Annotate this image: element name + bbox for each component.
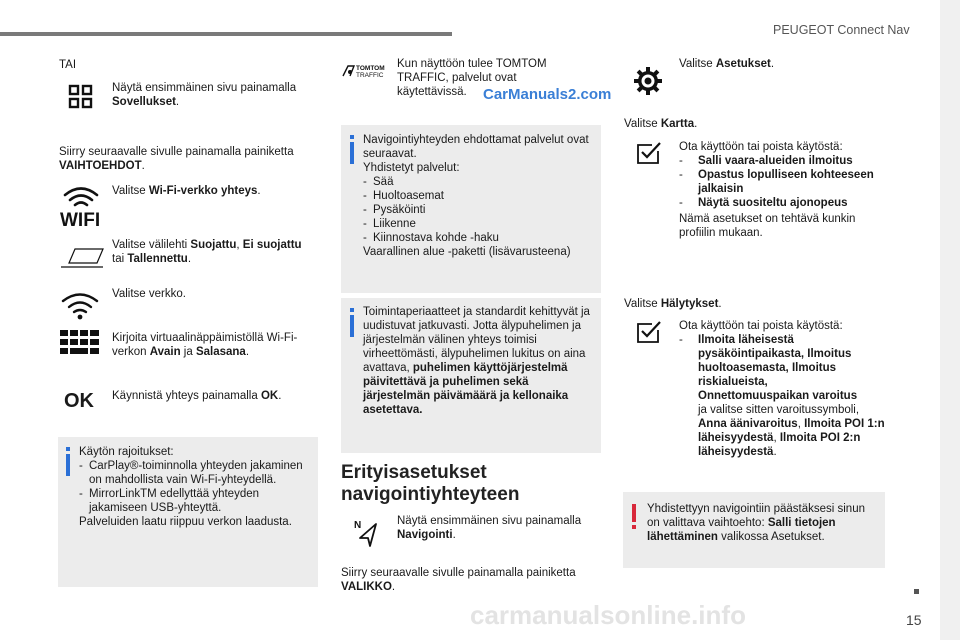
svg-text:TOMTOM: TOMTOM — [356, 65, 385, 72]
step-apps: Näytä ensimmäinen sivu painamalla Sovellukset. — [112, 82, 297, 108]
step-map: Valitse Kartta. — [624, 118, 698, 130]
info-box-limitations — [58, 437, 318, 587]
alert-options: Ota käyttöön tai poista käytöstä: - Ilmoita läheisestä pysäköintipaikasta, Ilmoitus huoltoasemasta, Ilmoitus riskialueista, Onnettomuuspaikan varoitus ja valitse sitten varoitussymboli, Anna äänivaroitus, Ilmoita POI 1:n läheisyydestä, Ilmoita POI 2:n läheisyydestä. — [679, 320, 885, 458]
tomtom-traffic-logo — [341, 62, 389, 80]
list-item: - Liikenne — [363, 218, 416, 230]
list-item: - Opastus lopulliseen kohteeseen jalkaisin — [679, 169, 874, 195]
info-icon — [350, 142, 354, 164]
tomtom-text: Kun näyttöön tulee TOMTOM TRAFFIC, palvelut ovat käytettävissä. — [397, 58, 547, 98]
svg-text:WIFI: WIFI — [60, 210, 101, 228]
warning-box: Yhdistettyyn navigointiin päästäksesi sinun on valittava vaihtoehto: Salli tietojen lähettäminen valikossa Asetukset. — [623, 492, 885, 568]
step-keyboard: Kirjoita virtuaalinäppäimistöllä Wi-Fi-verkon Avain ja Salasana. — [112, 332, 298, 358]
warning-icon-dot — [632, 525, 636, 529]
info-icon-dot — [350, 308, 354, 312]
header-title: PEUGEOT Connect Nav — [773, 23, 910, 37]
step-network: Valitse verkko. — [112, 288, 186, 300]
list-item: - Salli vaara-alueiden ilmoitus — [679, 155, 853, 167]
step-navigation: Näytä ensimmäinen sivu painamalla Navigointi. — [397, 515, 582, 541]
settings-gear-icon — [633, 66, 663, 96]
bottom-watermark: carmanualsonline.info — [470, 600, 746, 630]
svg-text:TRAFFIC: TRAFFIC — [356, 72, 384, 79]
info-icon-dot — [350, 135, 354, 139]
list-item: - MirrorLinkTM edellyttää yhteyden jakamiseen USB-yhteyttä. — [79, 488, 260, 514]
services-end: Vaarallinen alue -paketti (lisävarusteena) — [363, 246, 571, 258]
continue-marker — [914, 589, 919, 594]
info-icon — [66, 454, 70, 476]
step-ok: Käynnistä yhteys painamalla OK. — [112, 390, 282, 402]
apps-icon — [68, 84, 94, 110]
section-title: Erityisasetukset navigointiyhteyteen — [341, 462, 520, 505]
list-item: - Näytä suositeltu ajonopeus — [679, 197, 848, 209]
step-menu: Siirry seuraavalle sivulle painamalla painiketta VALIKKO. — [341, 567, 576, 593]
info-icon — [350, 315, 354, 337]
ok-icon: OK — [64, 390, 94, 412]
warning-icon — [632, 504, 636, 522]
map-options: Ota käyttöön tai poista käytöstä: — [679, 141, 843, 153]
svg-text:N: N — [354, 520, 362, 531]
info-end: Palveluiden laatu riippuu verkon laadusta. — [79, 516, 292, 528]
keyboard-icon — [60, 330, 100, 356]
page-number: 15 — [906, 612, 922, 628]
step-alerts: Valitse Hälytykset. — [624, 298, 722, 310]
checkbox-icon — [636, 141, 662, 165]
list-item: - Huoltoasemat — [363, 190, 444, 202]
tai-label: TAI — [59, 59, 77, 71]
services-intro: Navigointiyhteyden ehdottamat palvelut ovat seuraavat. — [363, 134, 589, 160]
standards-text: Toimintaperiaatteet ja standardit kehittyvät ja uudistuvat jatkuvasti. Jotta älypuhelimen ja järjestelmän välinen yhteys toimisi virheettömästi, älypuhelimen lukitus on aina avattava, — [363, 306, 590, 374]
step-settings: Valitse Asetukset. — [679, 58, 775, 70]
list-item: - Kiinnostava kohde -haku — [363, 232, 499, 244]
list-item: - Sää — [363, 176, 394, 188]
navigation-icon — [354, 518, 380, 548]
step-wifi: Valitse Wi-Fi-verkko yhteys. — [112, 185, 261, 197]
network-icon — [60, 292, 100, 320]
step-tab: Valitse välilehti Suojattu, Ei suojattu tai Tallennettu. — [112, 239, 302, 265]
info-box-standards — [341, 298, 601, 453]
tab-icon — [59, 246, 105, 268]
info-title: Käytön rajoitukset: — [79, 446, 174, 458]
list-item: - Ilmoita läheisestä pysäköintipaikasta, Ilmoitus huoltoasemasta, Ilmoitus riskialueista, Onnettomuuspaikan varoitus — [679, 334, 858, 402]
info-icon-dot — [66, 447, 70, 451]
step-options: Siirry seuraavalle sivulle painamalla painiketta VAIHTOEHDOT. — [59, 146, 294, 172]
map-end: Nämä asetukset on tehtävä kunkin profiilin mukaan. — [679, 213, 856, 239]
info-box-services — [341, 125, 601, 293]
services-sub: Yhdistetyt palvelut: — [363, 162, 460, 174]
list-item: - CarPlay®-toiminnolla yhteyden jakaminen on mahdollista vain Wi-Fi-yhteydellä. — [79, 460, 303, 486]
wifi-icon — [58, 182, 104, 228]
warning-text: Yhdistettyyn navigointiin päästäksesi sinun on valittava vaihtoehto: — [647, 503, 865, 529]
page-edge-bar — [940, 0, 960, 640]
standards-bold: puhelimen käyttöjärjestelmä päivitettävä ja puhelimen sekä järjestelmän päivämäärä ja kellonaika asetettava. — [363, 362, 569, 416]
checkbox-icon — [636, 320, 662, 344]
watermark: CarManuals2.com — [483, 86, 612, 103]
header-bar — [0, 32, 452, 36]
list-item: - Pysäköinti — [363, 204, 426, 216]
